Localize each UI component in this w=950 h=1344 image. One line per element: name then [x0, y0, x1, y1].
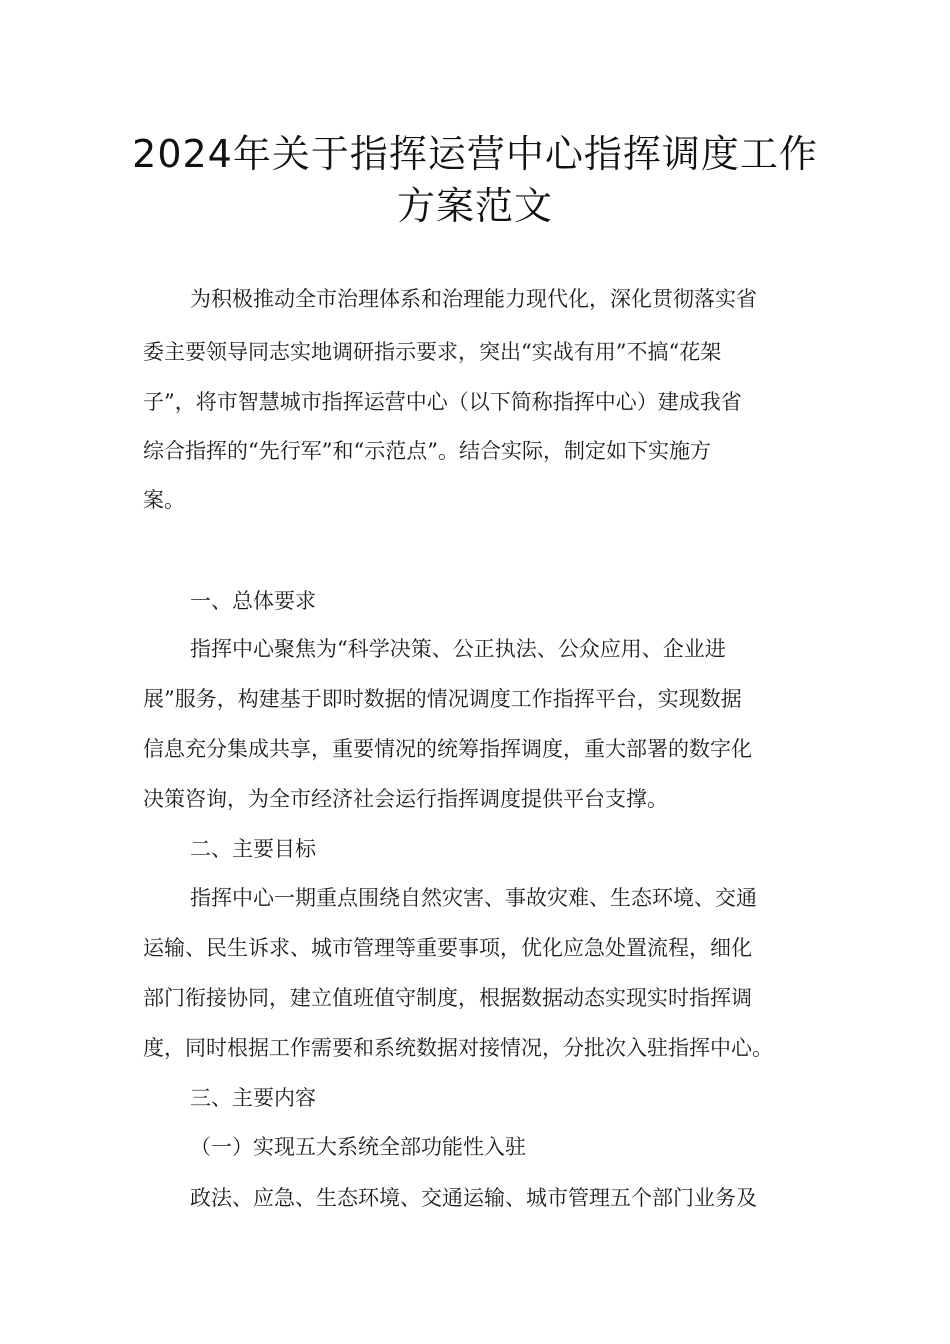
document-title-line-2: 方案范文 — [396, 184, 553, 228]
paragraph-line: 度，同时根据工作需要和系统数据对接情况，分批次入驻指挥中心。 — [143, 1036, 773, 1060]
intro-line: 案。 — [143, 488, 185, 512]
intro-line: 委主要领导同志实地调研指示要求，突出“实战有用”不搞“花架 — [143, 340, 722, 364]
paragraph-line: 运输、民生诉求、城市管理等重要事项，优化应急处置流程，细化 — [143, 936, 752, 960]
paragraph-line: 展”服务，构建基于即时数据的情况调度工作指挥平台，实现数据 — [143, 687, 742, 711]
intro-line: 为积极推动全市治理体系和治理能力现代化，深化贯彻落实省 — [190, 287, 757, 311]
document-title-line-1: 2024年关于指挥运营中心指挥调度工作 — [132, 132, 818, 176]
section-heading: 二、主要目标 — [190, 837, 316, 861]
subsection-heading: （一）实现五大系统全部功能性入驻 — [190, 1135, 526, 1159]
paragraph-line: 部门衔接协同，建立值班值守制度，根据数据动态实现实时指挥调 — [143, 986, 752, 1010]
paragraph-line: 信息充分集成共享，重要情况的统筹指挥调度，重大部署的数字化 — [143, 737, 752, 761]
paragraph-line: 指挥中心聚焦为“科学决策、公正执法、公众应用、企业进 — [190, 637, 726, 661]
paragraph-line: 政法、应急、生态环境、交通运输、城市管理五个部门业务及 — [190, 1186, 757, 1210]
intro-line: 综合指挥的“先行军”和“示范点”。结合实际，制定如下实施方 — [143, 439, 711, 463]
paragraph-line: 决策咨询，为全市经济社会运行指挥调度提供平台支撑。 — [143, 787, 668, 811]
section-heading: 一、总体要求 — [190, 589, 316, 613]
intro-line: 子”，将市智慧城市指挥运营中心（以下简称指挥中心）建成我省 — [143, 390, 742, 414]
section-heading: 三、主要内容 — [190, 1086, 316, 1110]
paragraph-line: 指挥中心一期重点围绕自然灾害、事故灾难、生态环境、交通 — [190, 886, 757, 910]
